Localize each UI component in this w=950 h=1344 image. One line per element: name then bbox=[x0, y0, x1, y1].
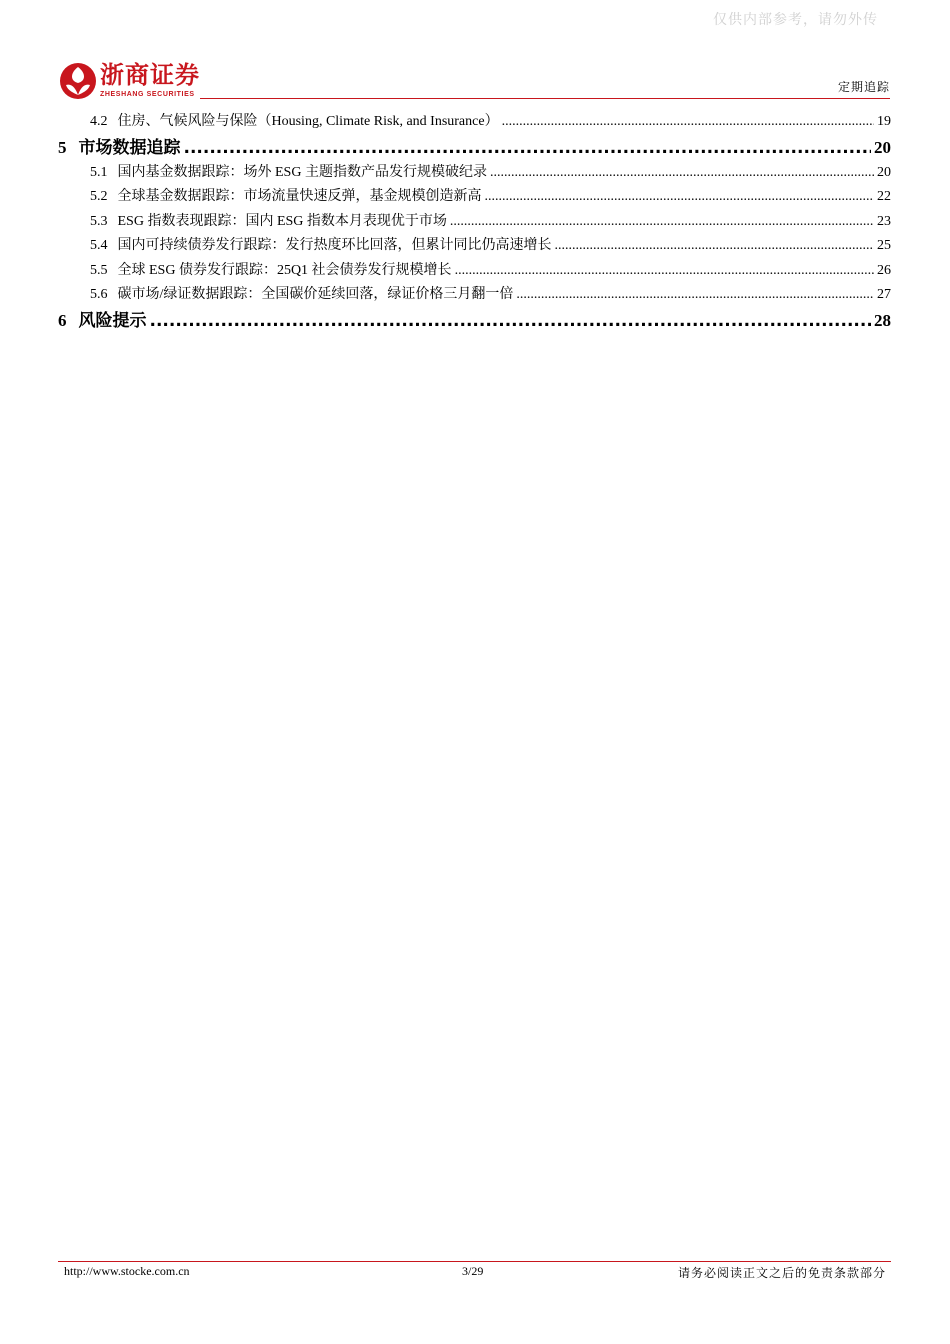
toc-entry-title: 全球 ESG 债券发行跟踪：25Q1 社会债券发行规模增长 bbox=[117, 262, 452, 278]
toc-entry[interactable] bbox=[58, 135, 891, 161]
document-type-label: 定期追踪 bbox=[837, 80, 890, 94]
toc-dot-leader bbox=[184, 135, 872, 161]
toc-entry[interactable] bbox=[58, 210, 891, 235]
toc-entry-number: 5 bbox=[58, 137, 67, 157]
toc-dot-leader bbox=[502, 110, 874, 135]
header-divider bbox=[200, 98, 890, 99]
toc-entry[interactable] bbox=[58, 234, 891, 259]
toc-entry-number: 5.3 bbox=[90, 213, 108, 229]
toc-entry-title: 国内可持续债券发行跟踪：发行热度环比回落，但累计同比仍高速增长 bbox=[117, 238, 552, 253]
toc-entry-title: ESG 指数表现跟踪：国内 ESG 指数本月表现优于市场 bbox=[117, 213, 447, 229]
footer-website-link[interactable]: http://www.stocke.com.cn bbox=[64, 1264, 190, 1278]
logo-mark-icon bbox=[58, 61, 98, 101]
toc-entry[interactable] bbox=[58, 110, 891, 135]
toc-entry-page: 20 bbox=[877, 164, 891, 180]
toc-entry-page: 19 bbox=[877, 114, 891, 129]
toc-entry-title: 碳市场/绿证数据跟踪：全国碳价延续回落，绿证价格三月翻一倍 bbox=[117, 287, 514, 302]
toc-entry-title: 风险提示 bbox=[78, 310, 147, 331]
toc-entry-page: 28 bbox=[874, 310, 891, 330]
toc-entry-number: 4.2 bbox=[90, 114, 108, 129]
toc-dot-leader bbox=[455, 259, 874, 284]
company-logo bbox=[58, 61, 208, 101]
toc-entry-number: 5.2 bbox=[90, 189, 108, 204]
toc-dot-leader bbox=[150, 308, 872, 334]
toc-entry-page: 27 bbox=[877, 287, 891, 302]
toc-entry-page: 22 bbox=[877, 189, 891, 204]
toc-entry[interactable] bbox=[58, 283, 891, 308]
toc-entry-number: 5.5 bbox=[90, 262, 108, 278]
toc-entry[interactable] bbox=[58, 185, 891, 210]
toc-entry-title: 全球基金数据跟踪：市场流量快速反弹，基金规模创造新高 bbox=[117, 189, 482, 204]
toc-entry-page: 25 bbox=[877, 238, 891, 253]
watermark-text: 仅供内部参考，请勿外传 bbox=[713, 12, 878, 28]
toc-entry-title: 市场数据追踪 bbox=[78, 137, 181, 158]
footer-page-number: 3/29 bbox=[462, 1264, 484, 1278]
toc-entry-number: 5.6 bbox=[90, 287, 108, 302]
toc-entry-title: 国内基金数据跟踪：场外 ESG 主题指数产品发行规模破纪录 bbox=[117, 164, 487, 180]
toc-entry-number: 5.1 bbox=[90, 164, 108, 180]
logo-chinese-name: 浙商证券 bbox=[100, 61, 200, 89]
toc-dot-leader bbox=[555, 234, 875, 259]
toc-entry-number: 6 bbox=[58, 310, 67, 330]
toc-entry[interactable] bbox=[58, 259, 891, 284]
toc-entry-page: 23 bbox=[877, 213, 891, 229]
toc-dot-leader bbox=[490, 161, 874, 186]
toc-entry[interactable] bbox=[58, 308, 891, 334]
footer-disclaimer: 请务必阅读正文之后的免责条款部分 bbox=[677, 1266, 886, 1280]
toc-dot-leader bbox=[485, 185, 875, 210]
footer-divider bbox=[58, 1261, 891, 1262]
toc-entry[interactable] bbox=[58, 161, 891, 186]
toc-entry-page: 20 bbox=[874, 137, 891, 157]
toc-entry-title: 住房、气候风险与保险（Housing, Climate Risk, and Insurance） bbox=[117, 114, 499, 129]
table-of-contents bbox=[58, 110, 891, 334]
logo-english-name: ZHESHANG SECURITIES bbox=[100, 91, 195, 98]
toc-dot-leader bbox=[450, 210, 874, 235]
toc-entry-number: 5.4 bbox=[90, 238, 108, 253]
toc-entry-page: 26 bbox=[877, 262, 891, 278]
toc-dot-leader bbox=[516, 283, 874, 308]
